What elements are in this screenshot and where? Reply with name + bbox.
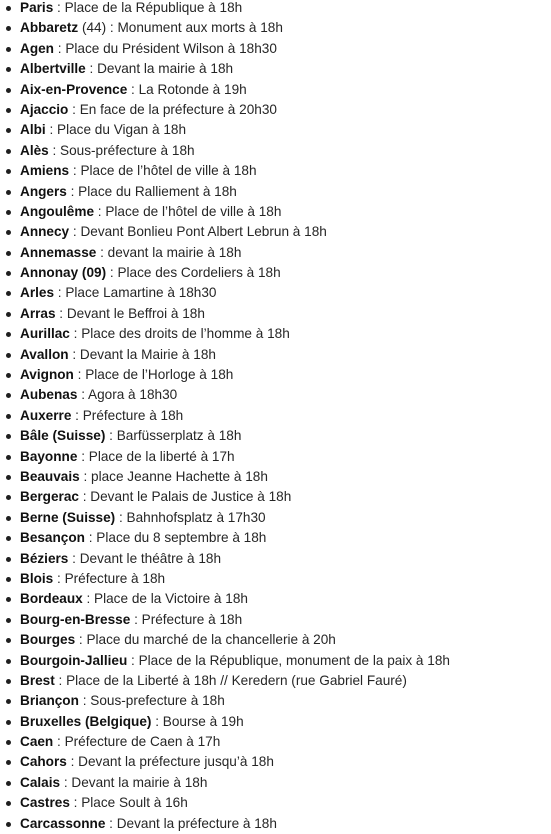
list-item	[0, 18, 551, 38]
bullet-icon	[6, 332, 11, 337]
city-name: Albi	[20, 122, 46, 138]
list-item	[0, 712, 551, 732]
event-detail: : Place du Président Wilson à 18h30	[53, 40, 277, 56]
list-item	[0, 569, 551, 589]
list-item	[0, 406, 551, 426]
list-item	[0, 365, 551, 385]
event-detail: : Devant Bonlieu Pont Albert Lebrun à 18h	[69, 224, 327, 240]
bullet-icon	[6, 475, 11, 480]
city-name: Castres	[20, 795, 70, 811]
list-item	[0, 752, 551, 772]
event-detail: : Place Lamartine à 18h30	[54, 285, 217, 301]
list-item	[0, 630, 551, 650]
list-item	[0, 59, 551, 79]
list-item	[0, 610, 551, 630]
bullet-icon	[6, 128, 11, 133]
bullet-icon	[6, 699, 11, 704]
city-name: Caen	[20, 734, 54, 750]
list-item	[0, 773, 551, 793]
city-name: Avallon	[20, 346, 69, 362]
bullet-icon	[6, 557, 11, 562]
bullet-icon	[6, 455, 11, 460]
bullet-icon	[6, 67, 11, 72]
list-item	[0, 324, 551, 344]
event-detail: : Place du 8 septembre à 18h	[84, 530, 267, 546]
list-item	[0, 793, 551, 813]
event-detail: : Devant la préfecture jusqu’à 18h	[66, 754, 274, 770]
event-detail: : Place de l’hôtel de ville à 18h	[94, 203, 282, 219]
city-name: Albertville	[20, 61, 86, 77]
bullet-icon	[6, 47, 11, 52]
list-item	[0, 222, 551, 242]
city-name: Alès	[20, 142, 49, 158]
bullet-icon	[6, 679, 11, 684]
list-item	[0, 304, 551, 324]
list-item	[0, 80, 551, 100]
event-detail: : Préfecture à 18h	[71, 407, 184, 423]
city-name: Bourgoin-Jallieu	[20, 652, 128, 668]
bullet-icon	[6, 312, 11, 317]
event-detail: : Place du Vigan à 18h	[45, 122, 187, 138]
city-name: Bourges	[20, 632, 76, 648]
city-name: Arles	[20, 285, 55, 301]
bullet-icon	[6, 495, 11, 500]
city-name: Annemasse	[20, 244, 97, 260]
event-detail: : Place Soult à 16h	[69, 795, 188, 811]
bullet-icon	[6, 414, 11, 419]
list-item	[0, 385, 551, 405]
list-item	[0, 243, 551, 263]
list-item	[0, 426, 551, 446]
bullet-icon	[6, 108, 11, 113]
city-name: Bourg-en-Bresse	[20, 611, 131, 627]
event-detail: : Devant le Palais de Justice à 18h	[78, 489, 292, 505]
bullet-icon	[6, 740, 11, 745]
event-detail: : Place du marché de la chancellerie à 20h	[75, 632, 336, 648]
city-name: Amiens	[20, 163, 70, 179]
list-item	[0, 283, 551, 303]
list-item	[0, 120, 551, 140]
event-detail: : Devant la mairie à 18h	[60, 774, 208, 790]
event-detail: : Devant la préfecture à 18h	[105, 815, 277, 831]
city-name: Blois	[20, 570, 54, 586]
bullet-icon	[6, 26, 11, 31]
event-detail: : Place de l’hôtel de ville à 18h	[69, 163, 257, 179]
city-name: Auxerre	[20, 407, 72, 423]
event-detail: : Place des droits de l’homme à 18h	[69, 326, 290, 342]
list-item	[0, 263, 551, 283]
list-item	[0, 161, 551, 181]
bullet-icon	[6, 638, 11, 643]
event-detail: : Place de l’Horloge à 18h	[73, 367, 234, 383]
event-detail: : Barfüsserplatz à 18h	[105, 428, 242, 444]
city-name: Annonay (09)	[20, 265, 107, 281]
city-name: Besançon	[20, 530, 85, 546]
city-name: Carcassonne	[20, 815, 106, 831]
event-detail: : Place de la République, monument de la paix à 18h	[127, 652, 450, 668]
bullet-icon	[6, 536, 11, 541]
list-item	[0, 202, 551, 222]
event-detail: : Devant le Beffroi à 18h	[55, 305, 205, 321]
list-item	[0, 508, 551, 528]
bullet-icon	[6, 760, 11, 765]
bullet-icon	[6, 577, 11, 582]
list-item	[0, 487, 551, 507]
list-item	[0, 589, 551, 609]
city-name: Bâle (Suisse)	[20, 428, 106, 444]
list-item	[0, 182, 551, 202]
event-detail: : Agora à 18h30	[77, 387, 178, 403]
event-detail: : Devant le théâtre à 18h	[68, 550, 222, 566]
event-detail: (44) : Monument aux morts à 18h	[78, 20, 283, 36]
event-detail: : Devant la mairie à 18h	[85, 61, 234, 77]
city-name: Angers	[20, 183, 67, 199]
city-name: Angoulême	[20, 203, 95, 219]
event-detail: : Place de la Liberté à 18h // Keredern (rue Gabriel Fauré)	[54, 672, 407, 688]
list-item	[0, 732, 551, 752]
event-detail: : Place du Ralliement à 18h	[66, 183, 237, 199]
city-name: Arras	[20, 305, 56, 321]
list-item	[0, 671, 551, 691]
bullet-icon	[6, 210, 11, 215]
list-item	[0, 39, 551, 59]
city-name: Aubenas	[20, 387, 78, 403]
event-detail: : Préfecture à 18h	[130, 611, 243, 627]
event-detail: : Préfecture de Caen à 17h	[53, 734, 221, 750]
list-item	[0, 447, 551, 467]
event-detail: : La Rotonde à 19h	[127, 81, 247, 97]
event-detail: : Place de la République à 18h	[53, 0, 243, 15]
city-name: Abbaretz	[20, 20, 79, 36]
bullet-icon	[6, 822, 11, 827]
city-name: Agen	[20, 40, 54, 56]
city-name: Annecy	[20, 224, 70, 240]
event-detail: : Place de la liberté à 17h	[77, 448, 235, 464]
city-name: Bruxelles (Belgique)	[20, 713, 152, 729]
event-detail: : Place de la Victoire à 18h	[82, 591, 248, 607]
city-name: Paris	[20, 0, 54, 15]
list-item	[0, 0, 551, 18]
event-detail: : Place des Cordeliers à 18h	[106, 265, 281, 281]
event-detail: : Sous-préfecture à 18h	[48, 142, 195, 158]
event-detail: : Sous-prefecture à 18h	[78, 693, 225, 709]
bullet-icon	[6, 169, 11, 174]
bullet-icon	[6, 801, 11, 806]
bullet-icon	[6, 618, 11, 623]
city-name: Béziers	[20, 550, 69, 566]
bullet-icon	[6, 373, 11, 378]
bullet-icon	[6, 781, 11, 786]
bullet-icon	[6, 230, 11, 235]
bullet-icon	[6, 271, 11, 276]
event-detail: : Devant la Mairie à 18h	[68, 346, 216, 362]
bullet-icon	[6, 251, 11, 256]
list-item	[0, 528, 551, 548]
bullet-icon	[6, 516, 11, 521]
city-name: Bordeaux	[20, 591, 83, 607]
list-item	[0, 691, 551, 711]
bullet-icon	[6, 353, 11, 358]
city-name: Avignon	[20, 367, 74, 383]
bullet-icon	[6, 190, 11, 195]
city-name: Brest	[20, 672, 55, 688]
event-detail: : Bahnhofsplatz à 17h30	[115, 509, 266, 525]
city-name: Ajaccio	[20, 101, 69, 117]
bullet-icon	[6, 434, 11, 439]
bullet-icon	[6, 659, 11, 664]
bullet-icon	[6, 6, 11, 11]
city-name: Cahors	[20, 754, 67, 770]
event-detail: : En face de la préfecture à 20h30	[68, 101, 277, 117]
event-detail: : Préfecture à 18h	[53, 570, 166, 586]
city-name: Briançon	[20, 693, 79, 709]
bullet-icon	[6, 149, 11, 154]
list-item	[0, 345, 551, 365]
city-name: Calais	[20, 774, 61, 790]
list-item	[0, 814, 551, 834]
list-item	[0, 141, 551, 161]
list-item	[0, 549, 551, 569]
event-detail: : devant la mairie à 18h	[96, 244, 242, 260]
list-item	[0, 100, 551, 120]
event-detail: : Bourse à 19h	[151, 713, 244, 729]
list-item	[0, 467, 551, 487]
bullet-icon	[6, 88, 11, 93]
city-name: Beauvais	[20, 468, 80, 484]
bullet-icon	[6, 597, 11, 602]
event-detail: : place Jeanne Hachette à 18h	[79, 468, 268, 484]
city-name: Aix-en-Provence	[20, 81, 128, 97]
bullet-icon	[6, 720, 11, 725]
list-item	[0, 651, 551, 671]
bullet-icon	[6, 291, 11, 296]
city-name: Bergerac	[20, 489, 79, 505]
city-name: Berne (Suisse)	[20, 509, 116, 525]
bullet-icon	[6, 393, 11, 398]
city-name: Bayonne	[20, 448, 78, 464]
city-name: Aurillac	[20, 326, 70, 342]
